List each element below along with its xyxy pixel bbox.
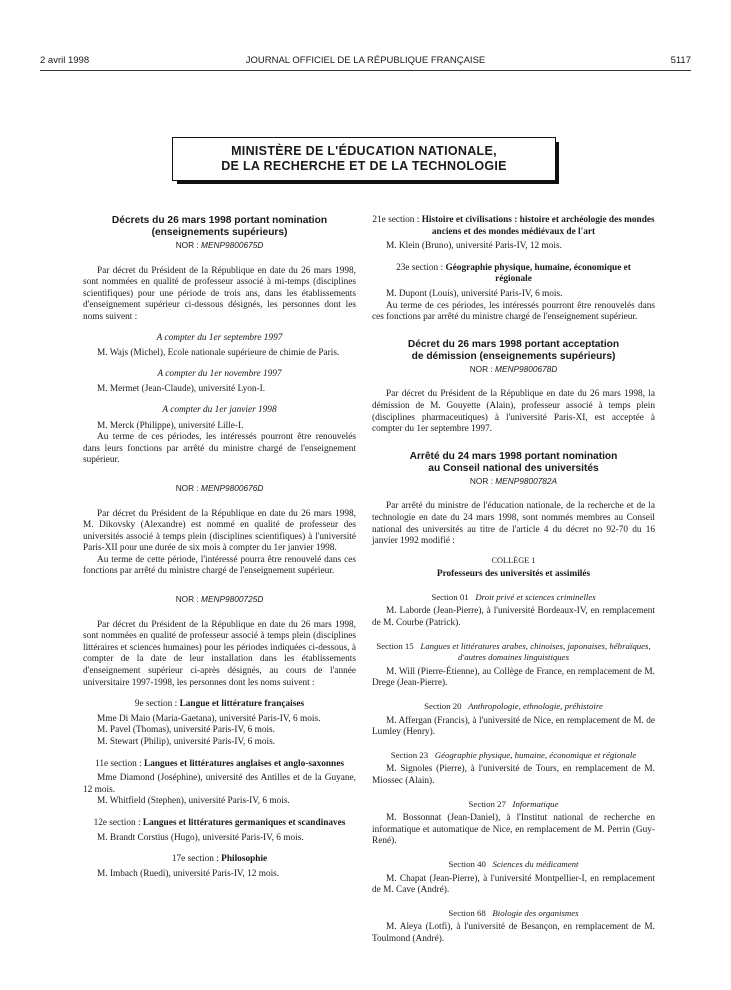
college-heading: COLLÈGE 1 [491, 555, 536, 565]
nor-label: NOR : [175, 240, 202, 250]
cnu-section-name: Informatique [512, 798, 559, 809]
effective-date: A compter du 1er novembre 1997 [157, 368, 282, 379]
nor-label: NOR : [175, 482, 202, 493]
nor-code: MENP9800676D [201, 482, 264, 493]
member-entry: M. Will (Pierre-Étienne), au Collège de France, en remplacement de M. Drege (Jean-Pierre). [372, 666, 655, 689]
nor-reference [83, 240, 356, 252]
appointee-entry: Mme Diamond (Joséphine), université des Antilles et de la Guyane, 12 mois. [83, 773, 356, 795]
cnu-section-number: Section 20 [424, 701, 462, 712]
member-entry: M. Signoles (Pierre), à l'université de Tours, en remplacement de M. Miossec (Alain). [372, 764, 655, 786]
section-heading [83, 759, 356, 771]
cnu-section-name: Sciences du médicament [492, 858, 579, 869]
nor-reference [83, 483, 356, 495]
nor-label: NOR : [469, 475, 496, 486]
nor-reference [372, 476, 655, 488]
section-name: Géographie physique, humaine, économique et régionale [445, 262, 631, 285]
nor-code: MENP9800782A [495, 475, 558, 486]
cnu-section-name: Biologie des organismes [492, 907, 579, 918]
section-number: 21e section : [372, 215, 422, 225]
section-name: Histoire et civilisations : histoire et archéologie des mondes anciens et des mondes médiévaux de l'art [421, 215, 655, 237]
arrete-title [372, 451, 655, 475]
cnu-section-name: Langues et littératures arabes, chinoises, japonaises, hébraïques, d'autres domaines linguistiques [420, 640, 651, 663]
effective-date: A compter du 1er septembre 1997 [156, 332, 283, 343]
left-column [83, 215, 356, 880]
cnu-section-heading [372, 701, 655, 713]
decree-paragraph: Par décret du Président de la République en date du 26 mars 1998, M. Dikovsky (Alexandre) est nommé en qualité de professeur des universités associé à temps plein (disciplines scientifiques) à l'université Paris-XII pour une durée de six mois à compter du 1er janvier 1998. [83, 508, 356, 554]
section-heading [83, 818, 356, 830]
page-header [40, 55, 691, 69]
cnu-section-number: Section 01 [431, 591, 469, 602]
decree-paragraph: Par décret du Président de la République en date du 26 mars 1998, la démission de M. Gouyette (Alain), professeur associé à temps plein (disciplines pharmaceutiques) à l'université Paris-XI, est acceptée à compter du 1er septembre 1997. [372, 389, 655, 435]
cnu-section-name: Anthropologie, ethnologie, préhistoire [468, 701, 603, 712]
section-name: Langue et littérature françaises [179, 699, 305, 710]
section-number: 11e section : [95, 758, 144, 769]
ministry-heading-line1: MINISTÈRE DE L'ÉDUCATION NATIONALE, [231, 144, 497, 158]
appointee-entry: M. Merck (Philippe), université Lille-I. [97, 420, 244, 431]
right-column [372, 215, 655, 946]
nor-reference [372, 364, 655, 376]
section-name: Philosophie [221, 854, 268, 865]
issue-date: 2 avril 1998 [40, 55, 90, 66]
cnu-section-name: Géographie physique, humaine, économique et régionale [434, 749, 637, 760]
page-number: 5117 [670, 55, 691, 66]
decree-title-line2: de démission (enseignements supérieurs) [411, 350, 616, 362]
section-number: 12e section : [93, 817, 143, 828]
cnu-section-heading [372, 908, 655, 920]
cnu-section-heading [372, 750, 655, 762]
renewal-paragraph: Au terme de cette période, l'intéressé pourra être renouvelé dans ces fonctions par arrêté du ministre chargé de l'enseignement supérieur. [83, 554, 356, 577]
appointee-entry: M. Stewart (Philip), université Paris-IV, 6 mois. [97, 737, 276, 747]
nor-code: MENP9800725D [201, 594, 264, 605]
section-name: Langues et littératures germaniques et scandinaves [142, 817, 346, 828]
arrete-title-line2: au Conseil national des universités [428, 462, 599, 474]
decree-paragraph: Par décret du Président de la République en date du 26 mars 1998, sont nommées en qualité de professeur associé à mi-temps (disciplines scientifiques) pour une période de trois ans, dans les établissements d'enseignement supérieur ci-dessous désignés, les personnes dont les noms suivent : [83, 265, 356, 322]
section-number: 17e section : [171, 854, 222, 865]
cnu-section-number: Section 23 [390, 749, 429, 760]
section-heading [83, 699, 356, 711]
member-entry: M. Aleya (Lotfi), à l'université de Besançon, en remplacement de M. Toulmond (André). [372, 922, 655, 944]
section-heading [83, 854, 356, 866]
section-number: 9e section : [134, 699, 180, 710]
cnu-section-heading [372, 641, 655, 664]
decree-title [372, 339, 655, 363]
appointee-entry: Mme Di Maio (Maria-Gaetana), université Paris-IV, 6 mois. [97, 713, 321, 724]
appointee-entry: M. Imbach (Ruedi), université Paris-IV, 12 mois. [97, 868, 280, 879]
decree-paragraph: Par décret du Président de la République en date du 26 mars 1998, sont nommées en qualité de professeur associé à temps plein (disciplines littéraires et sciences humaines) pour les périodes indiquées ci-dessous, à compter de la date de leur installation dans les établissements d'enseignement supérieur ci-après désignés, au cours de l'année universitaire 1997-1998, les personnes dont les noms suivent : [83, 619, 356, 688]
appointee-entry: M. Dupont (Louis), université Paris-IV, 6 mois. [386, 288, 563, 299]
arrete-paragraph: Par arrêté du ministre de l'éducation nationale, de la recherche et de la technologie en date du 24 mars 1998, sont nommés membres au Conseil national des universités au titre de l'article 4 du décret no 92-70 du 16 janvier 1992 modifié : [372, 501, 655, 547]
header-divider [40, 70, 691, 71]
section-number: 23e section : [396, 262, 446, 273]
nor-label: NOR : [175, 594, 202, 605]
appointee-entry: M. Brandt Corstius (Hugo), université Paris-IV, 6 mois. [97, 832, 304, 843]
effective-date: A compter du 1er janvier 1998 [162, 404, 277, 415]
decree-title [83, 215, 356, 239]
appointee-entry: M. Mermet (Jean-Claude), université Lyon-I. [97, 384, 266, 395]
ministry-heading-line2: DE LA RECHERCHE ET DE LA TECHNOLOGIE [221, 159, 507, 173]
ministry-heading-box [172, 137, 556, 181]
decree-title-line2: (enseignements supérieurs) [151, 227, 288, 238]
cnu-section-heading [372, 592, 655, 604]
nor-reference [83, 594, 356, 606]
section-name: Langues et littératures anglaises et anglo-saxonnes [144, 758, 344, 769]
section-heading [372, 263, 655, 286]
cnu-section-number: Section 68 [448, 907, 486, 918]
renewal-paragraph: Au terme de ces périodes, les intéressés pourront être renouvelés dans leurs fonctions par arrêté du ministre chargé de l'enseignement supérieur. [83, 432, 356, 466]
member-entry: M. Bossonnat (Jean-Daniel), à l'Institut national de recherche en informatique et automatique de Nice, en remplacement de M. Perrin (Guy-René). [372, 813, 655, 847]
appointee-entry: M. Whitfield (Stephen), université Paris-IV, 6 mois. [97, 796, 290, 807]
cnu-section-number: Section 27 [468, 798, 506, 809]
nor-code: MENP9800678D [495, 363, 558, 374]
decree-title-line1: Décret du 26 mars 1998 portant acceptation [407, 338, 620, 350]
arrete-title-line1: Arrêté du 24 mars 1998 portant nomination [409, 450, 618, 462]
cnu-section-heading [372, 859, 655, 871]
member-entry: M. Chapat (Jean-Pierre), à l'université Montpellier-I, en remplacement de M. Cave (André). [372, 873, 655, 896]
college-subheading: Professeurs des universités et assimilés [436, 569, 591, 580]
appointee-entry: M. Pavel (Thomas), université Paris-IV, 6 mois. [97, 725, 275, 736]
cnu-section-number: Section 40 [448, 858, 486, 869]
appointee-entry: M. Wajs (Michel), Ecole nationale supérieure de chimie de Paris. [97, 348, 340, 359]
section-heading [372, 215, 655, 238]
decree-title-line1: Décrets du 26 mars 1998 portant nomination [111, 215, 328, 226]
cnu-section-name: Droit privé et sciences criminelles [475, 591, 596, 602]
cnu-section-number: Section 15 [376, 640, 414, 651]
journal-title: JOURNAL OFFICIEL DE LA RÉPUBLIQUE FRANÇAISE [245, 55, 486, 66]
nor-code: MENP9800675D [201, 240, 264, 250]
appointee-entry: M. Klein (Bruno), université Paris-IV, 12 mois. [386, 241, 562, 252]
member-entry: M. Laborde (Jean-Pierre), à l'université Bordeaux-IV, en remplacement de M. Courbe (Patrick). [372, 606, 655, 629]
nor-label: NOR : [469, 363, 496, 374]
renewal-paragraph: Au terme de ces périodes, les intéressés pourront être renouvelés dans ces fonctions par arrêté du ministre chargé de l'enseignement supérieur. [372, 300, 655, 323]
cnu-section-heading [372, 799, 655, 811]
member-entry: M. Affergan (Francis), à l'université de Nice, en remplacement de M. de Lumley (Henry). [372, 715, 655, 738]
